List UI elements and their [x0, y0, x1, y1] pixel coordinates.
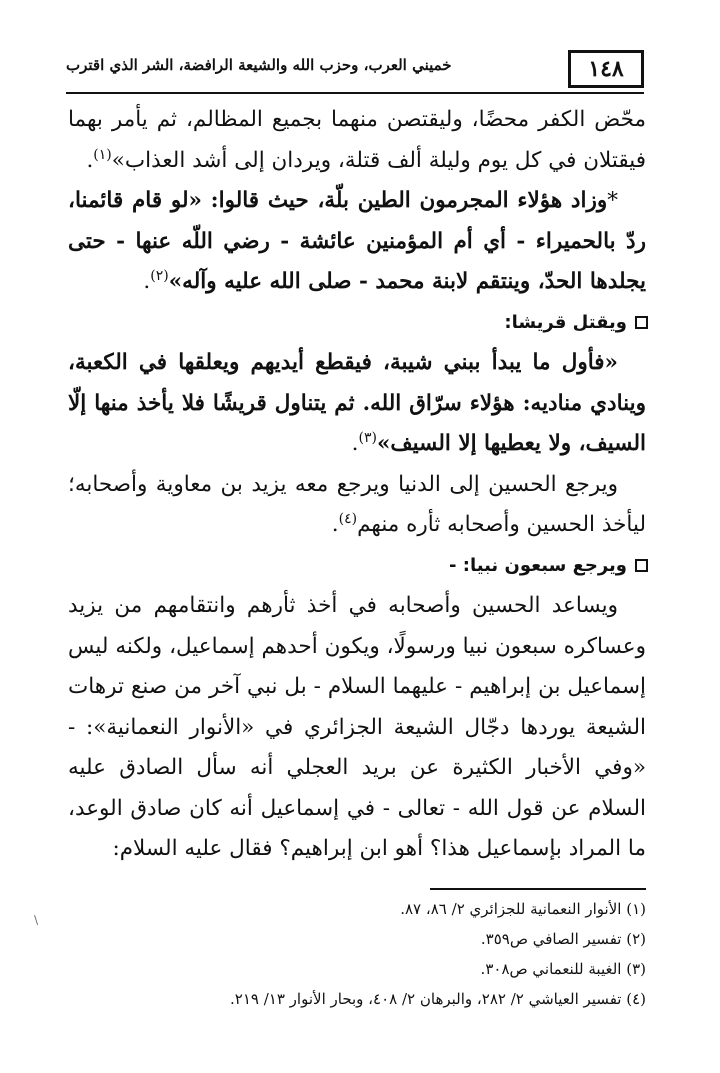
footnote-3: (٣) الغيبة للنعماني ص٣٠٨. [480, 960, 646, 978]
margin-mark: / [30, 913, 42, 927]
footnote-1: (١) الأنوار النعمانية للجزائري ٢/ ٨٦، ٨٧. [400, 900, 646, 918]
footnote-ref-3: (٣) [358, 429, 377, 446]
square-bullet-icon [635, 316, 648, 329]
header-rule [66, 92, 644, 94]
main-text [68, 100, 646, 870]
paragraph-5: ويساعد الحسين وأصحابه في أخذ ثأرهم وانتقامهم من يزيد وعساكره سبعون نبيا ورسولًا، ويكون أحدهم إسماعيل، ولكنه ليس إسماعيل بن إبراهيم - عليهما السلام - بل نبي آخر من صنع ترهات الشيعة يوردها دجّال الشيعة الجزائري في «الأنوار النعمانية»: - «وفي الأخبار الكثيرة عن بريد العجلي أنه سأل الصادق عليه السلام عن قول الله - تعالى - في إسماعيل أنه كان صادق الوعد، ما المراد بإسماعيل هذا؟ أهو ابن إبراهيم؟ فقال عليه السلام: [68, 593, 646, 861]
section-heading-kill-quraysh: ويقتل قريشا: [68, 303, 646, 344]
footnote-2: (٢) تفسير الصافي ص٣٥٩. [480, 930, 646, 948]
footnote-4: (٤) تفسير العياشي ٢/ ٢٨٢، والبرهان ٢/ ٤٠٨، وبحار الأنوار ١٣/ ٢١٩. [230, 990, 646, 1008]
paragraph-1: محّض الكفر محضًا، وليقتصن منهما بجميع المظالم، ثم يأمر بهما فيقتلان في كل يوم وليلة ألف قتلة، ويردان إلى أشد العذاب»$^{(١)}$. [68, 107, 646, 173]
footnote-ref-4: (٤) [338, 510, 358, 527]
footnotes [68, 894, 646, 1014]
paragraph-4: ويرجع الحسين إلى الدنيا ويرجع معه يزيد بن معاوية وأصحابه؛ ليأخذ الحسين وأصحابه ثأره منهم$^{(٤)}$. [68, 471, 646, 537]
running-title: خميني العرب، وحزب الله والشيعة الرافضة، الشر الذي اقترب [66, 56, 452, 74]
footnote-separator [430, 888, 646, 890]
footnote-ref-1: (١) [93, 146, 112, 163]
square-bullet-icon [635, 559, 648, 572]
paragraph-2: *وزاد هؤلاء المجرمون الطين بلّة، حيث قالوا: «لو قام قائمنا، ردّ بالحميراء - أي أم المؤمنين عائشة - رضي اللّه عنها - حتى يجلدها الحدّ، وينتقم لابنة محمد - صلى الله عليه وآله»$^{(٢)}$. [68, 188, 646, 294]
section-heading-seventy-prophets: ويرجع سبعون نبيا: - [68, 546, 646, 587]
page-header [66, 46, 644, 92]
page-number: ١٤٨ [568, 50, 644, 88]
paragraph-3: «فأول ما يبدأ ببني شيبة، فيقطع أيديهم ويعلقها في الكعبة، وينادي مناديه: هؤلاء سرّاق الله. ثم يتناول قريشًا فلا يأخذ منها إلّا السيف، ولا يعطيها إلا السيف»$^{(٣)}$. [68, 350, 646, 456]
footnote-ref-2: (٢) [150, 267, 169, 284]
